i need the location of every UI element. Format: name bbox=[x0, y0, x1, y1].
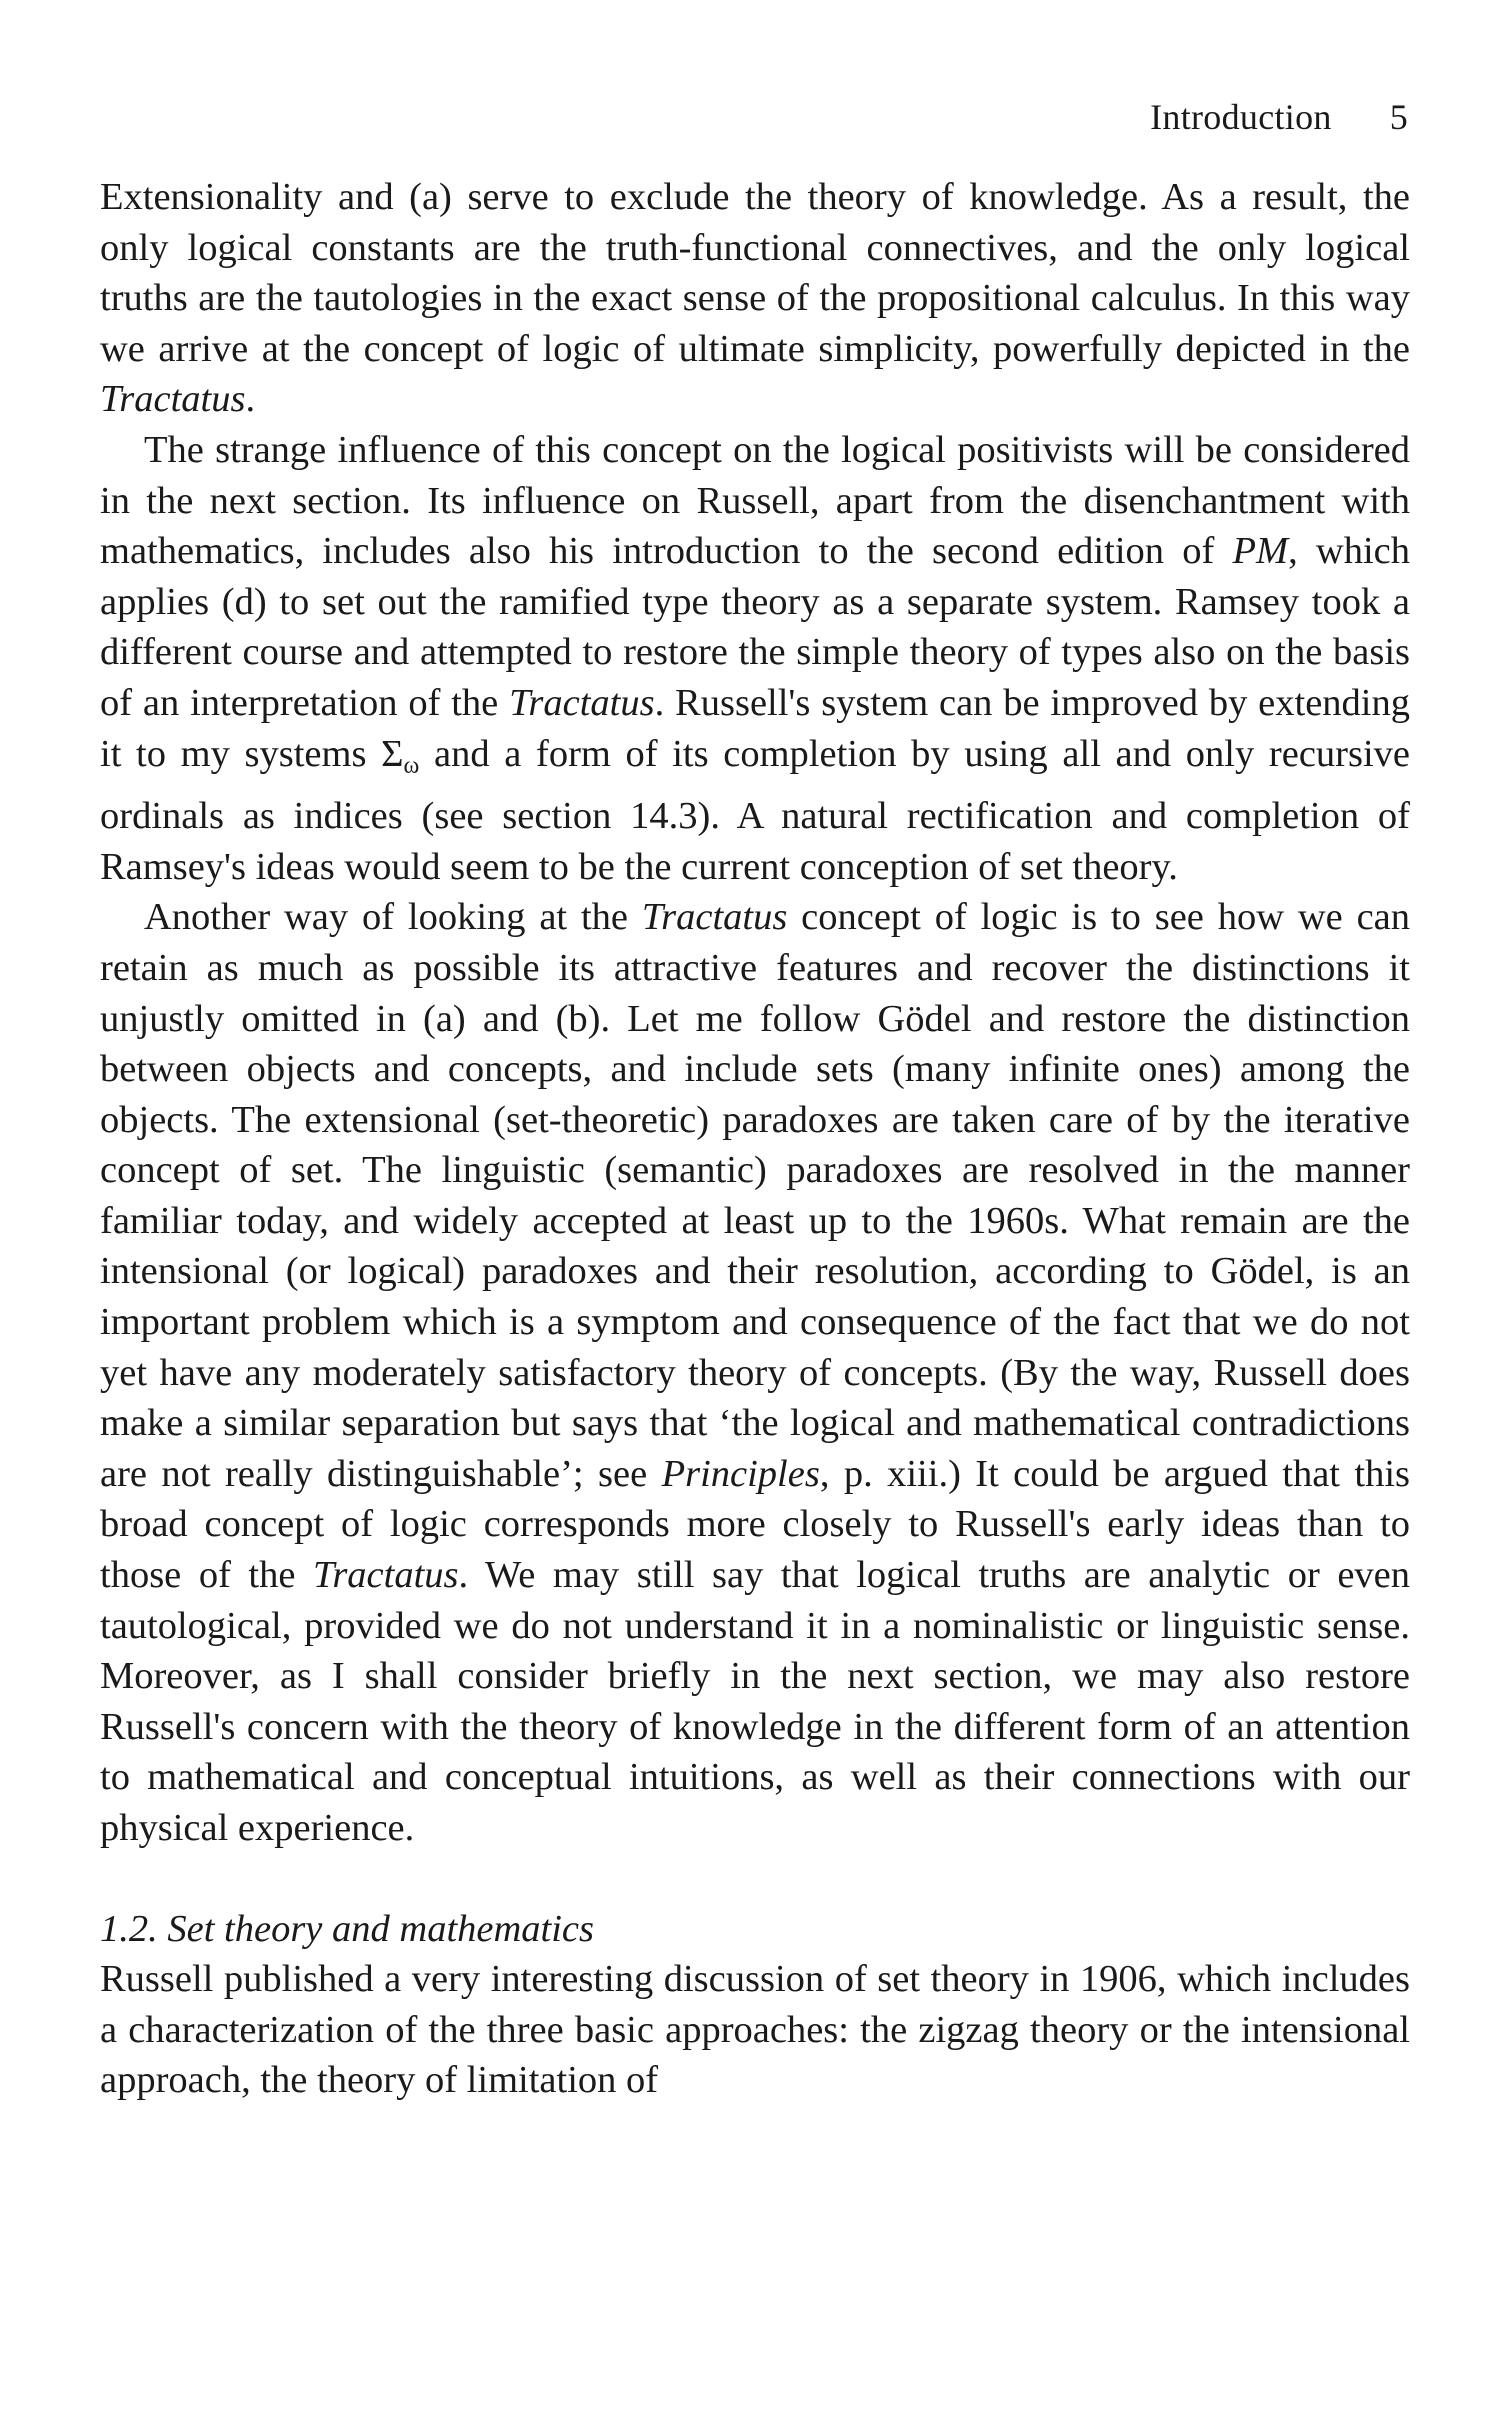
italic-title: Principles bbox=[661, 1452, 820, 1495]
text-run: , p. xiii.) It could be argued that this broad concept of logic corresponds more closely to Russell's early ideas than to those of the bbox=[100, 1452, 1410, 1597]
text-run: and a form of its completion by using all and only recursive ordinals as indices (see section 14.3). A natural rectification and completion of Ramsey's ideas would seem to be the current conception of set theory. bbox=[100, 732, 1410, 888]
italic-title: PM bbox=[1232, 530, 1289, 573]
text-run: . bbox=[245, 378, 256, 421]
paragraph-1 bbox=[100, 172, 1410, 425]
text-run: Another way of looking at the bbox=[144, 896, 642, 939]
section-heading: 1.2. Set theory and mathematics bbox=[100, 1907, 594, 1950]
italic-title: Tractatus bbox=[313, 1554, 459, 1597]
page-number: 5 bbox=[1389, 97, 1408, 137]
body-text bbox=[100, 172, 1410, 2106]
text-run: . We may still say that logical truths are analytic or even tautological, provided we do not understand it in a nominalistic or linguistic sense. Moreover, as I shall consider briefly in the next section, we may also restore Russell's concern with the theory of knowledge in the different form of an attention to mathematical and conceptual intuitions, as well as their connections with our physical experience. bbox=[100, 1554, 1410, 1849]
text-run: . Russell's system can be improved by extending it to my systems bbox=[100, 681, 1410, 775]
text-run: concept of logic is to see how we can retain as much as possible its attractive features and recover the distinctions it unjustly omitted in (a) and (b). Let me follow Gödel and restore the distinction between objects and concepts, and include sets (many infinite ones) among the objects. The extensional (set-theoretic) paradoxes are taken care of by the iterative concept of set. The linguistic (semantic) paradoxes are resolved in the manner familiar today, and widely accepted at least up to the 1960s. What remain are the intensional (or logical) paradoxes and their resolution, according to Gödel, is an important problem which is a symptom and consequence of the fact that we do not yet have any moderately satisfactory theory of concepts. (By the way, Russell does make a similar separation but says that ‘the logical and mathematical contradictions are not really distinguishable’; see bbox=[100, 896, 1410, 1495]
italic-title: Tractatus bbox=[100, 378, 246, 421]
sigma-symbol: Σ bbox=[381, 732, 404, 775]
omega-subscript: ω bbox=[403, 752, 420, 779]
text-run: , which applies (d) to set out the ramified type theory as a separate system. Ramsey took a different course and attempted to restore the simple theory of types also on the basis of an interpretation of the bbox=[100, 530, 1411, 724]
section-paragraph: Russell published a very interesting discussion of set theory in 1906, which includes a characterization of the three basic approaches: the zigzag theory or the intensional approach, the theory of limitation of bbox=[100, 1958, 1410, 2102]
italic-title: Tractatus bbox=[509, 681, 655, 724]
italic-title: Tractatus bbox=[641, 896, 788, 939]
paragraph-2 bbox=[100, 425, 1410, 892]
text-run: Extensionality and (a) serve to exclude the theory of knowledge. As a result, the only logical constants are the truth-functional connectives, and the only logical truths are the tautologies in the exact sense of the propositional calculus. In this way we arrive at the concept of logic of ultimate simplicity, powerfully depicted in the bbox=[100, 176, 1410, 370]
paragraph-3 bbox=[100, 892, 1410, 1853]
running-head bbox=[1150, 96, 1408, 138]
running-head-title: Introduction bbox=[1150, 97, 1332, 137]
text-run: The strange influence of this concept on the logical positivists will be considered in the next section. Its influence on Russell, apart from the disenchantment with mathematics, includes also his introduction to the second edition of bbox=[100, 428, 1410, 573]
